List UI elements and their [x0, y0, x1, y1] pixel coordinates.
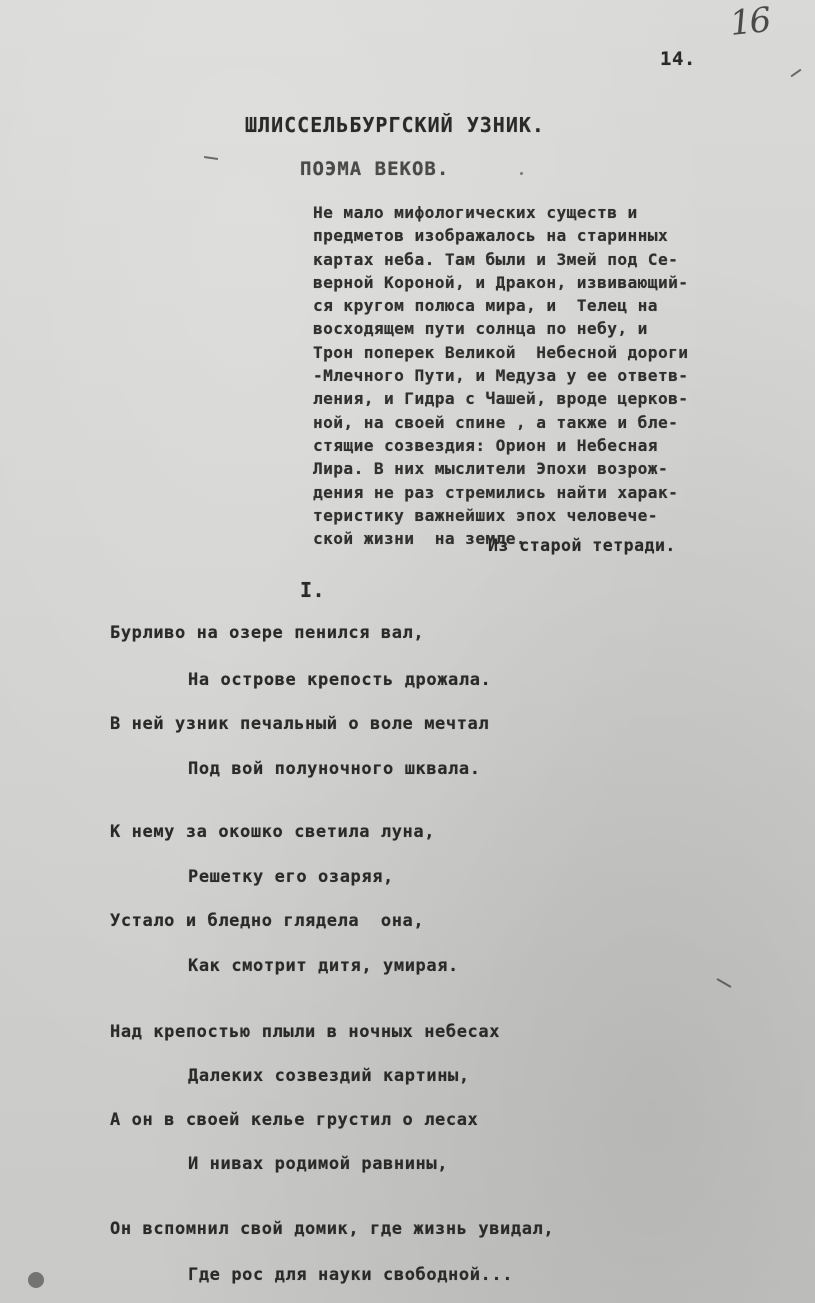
epigraph	[313, 201, 803, 550]
epigraph-line: предметов изображалось на старинных	[313, 226, 669, 246]
poem-line: Решетку его озаряя,	[188, 867, 394, 887]
poem-line: Как смотрит дитя, умирая.	[188, 956, 459, 976]
poem-line: А он в своей келье грустил о лесах	[110, 1110, 479, 1130]
epigraph-line: дения не раз стремились найти харак-	[313, 482, 679, 502]
epigraph-line: верной Короной, и Дракон, извивающий-	[313, 272, 689, 292]
epigraph-line: -Млечного Пути, и Медуза у ее ответв-	[313, 366, 689, 386]
epigraph-line: ской жизни на земле.	[313, 529, 527, 549]
scan-scratch	[717, 978, 732, 988]
poem-title: ШЛИССЕЛЬБУРГСКИЙ УЗНИК.	[245, 113, 545, 137]
epigraph-line: теристику важнейших эпох человече-	[313, 505, 658, 525]
poem-line: На острове крепость дрожала.	[188, 670, 492, 690]
poem-line: И нивах родимой равнины,	[188, 1154, 449, 1174]
epigraph-line: стящие созвездия: Орион и Небесная	[313, 435, 658, 455]
epigraph-line: ся кругом полюса мира, и Телец на	[313, 296, 658, 316]
epigraph-source: Из старой тетради.	[488, 536, 676, 555]
scan-scratch	[204, 156, 218, 160]
scan-speck	[28, 1272, 44, 1288]
poem-line: Он вспомнил свой домик, где жизнь увидал,	[110, 1219, 555, 1239]
section-number: I.	[300, 578, 326, 602]
epigraph-line: Не мало мифологических существ и	[313, 203, 638, 222]
archive-page-mark: 16	[728, 0, 772, 44]
poem-line: Где рос для науки свободной...	[188, 1265, 514, 1285]
epigraph-line: картах неба. Там были и Змей под Се-	[313, 249, 679, 269]
epigraph-line: ной, на своей спине , а также и бле-	[313, 412, 679, 432]
scan-scratch	[791, 69, 802, 78]
poem-line: В ней узник печальный о воле мечтал	[110, 714, 490, 734]
poem-subtitle: ПОЭМА ВЕКОВ.	[300, 158, 450, 180]
epigraph-line: ления, и Гидра с Чашей, вроде церков-	[313, 389, 689, 409]
epigraph-line: Лира. В них мыслители Эпохи возрож-	[313, 459, 669, 479]
epigraph-line: Трон поперек Великой Небесной дороги	[313, 342, 689, 362]
page-number: 14.	[660, 48, 696, 70]
poem-line: Бурливо на озере пенился вал,	[110, 623, 425, 643]
poem-line: Над крепостью плыли в ночных небесах	[110, 1022, 501, 1042]
poem-line: Далеких созвездий картины,	[188, 1066, 470, 1086]
poem-line: К нему за окошко светила луна,	[110, 822, 436, 842]
poem-line: Устало и бледно глядела она,	[110, 911, 425, 931]
epigraph-line: восходящем пути солнца по небу, и	[313, 319, 648, 339]
scan-speck	[520, 172, 523, 175]
poem-line: Под вой полуночного шквала.	[188, 759, 481, 779]
